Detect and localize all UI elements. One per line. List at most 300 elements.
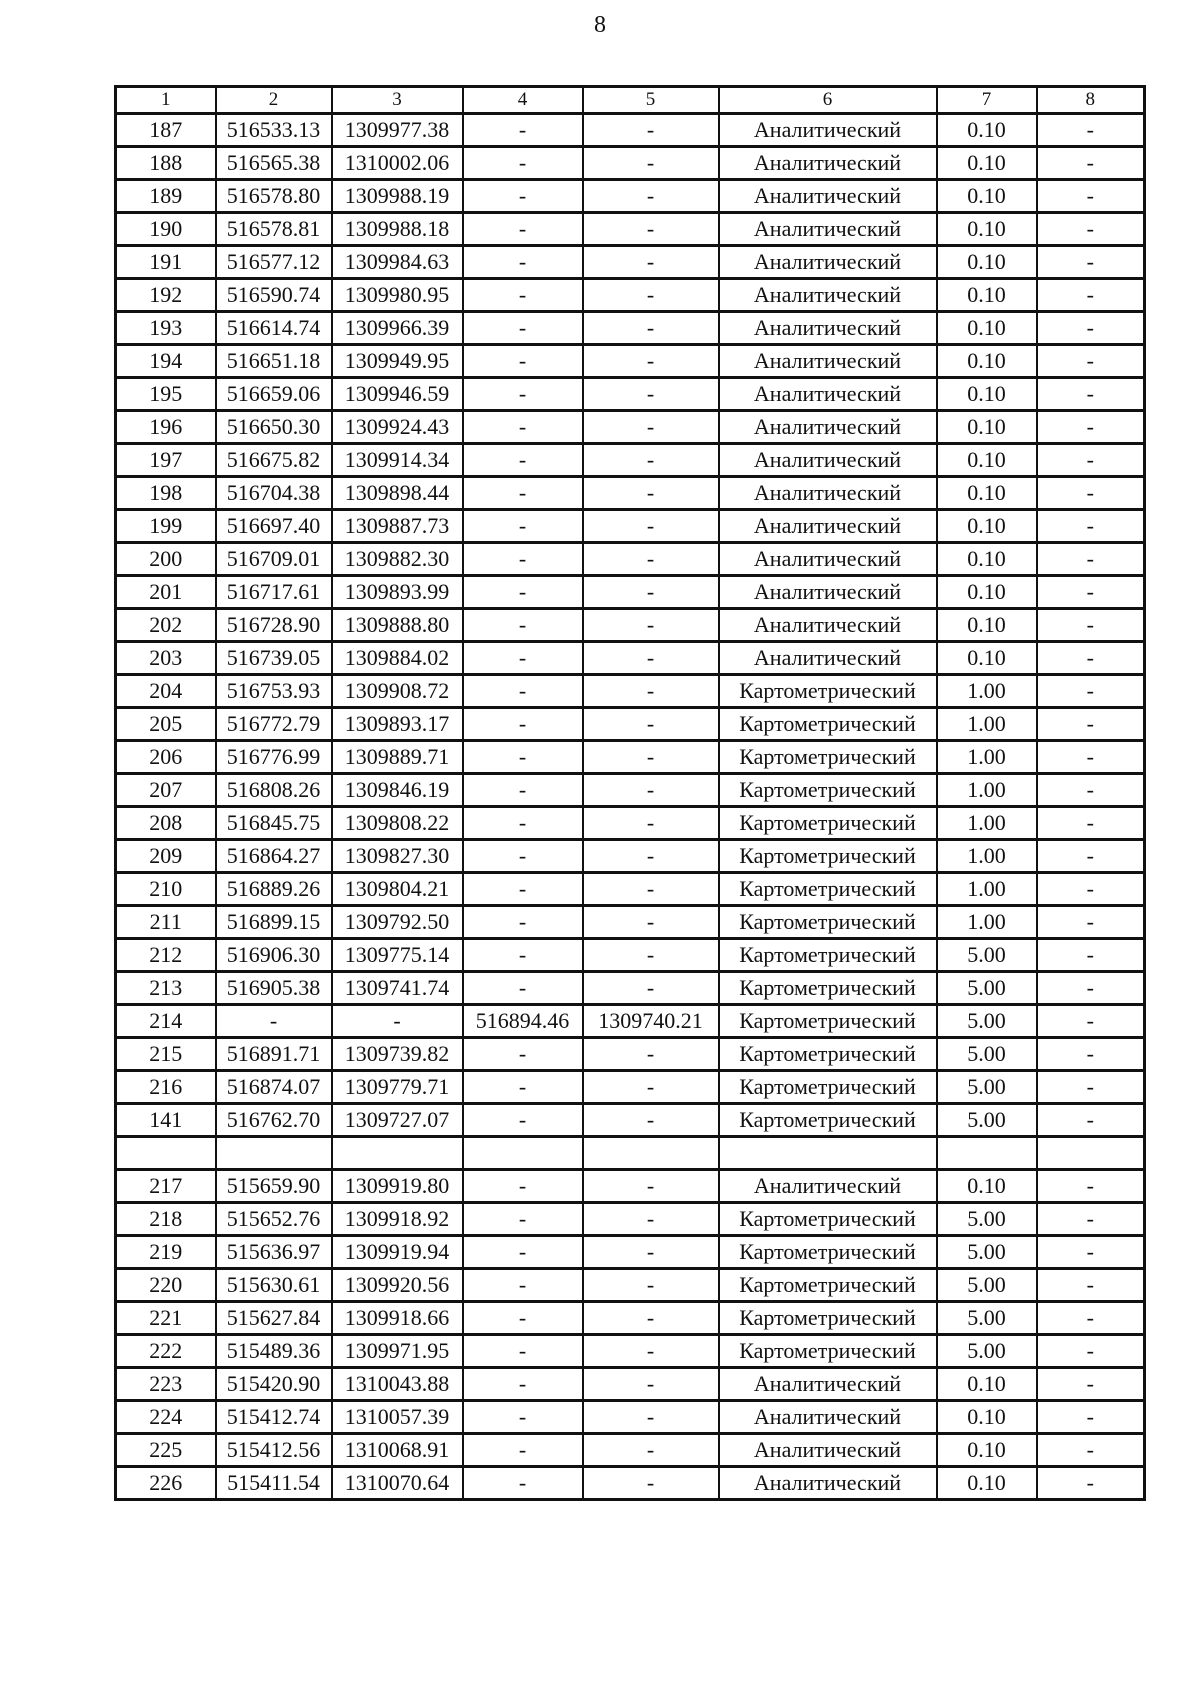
cell-method: Картометрический — [719, 873, 937, 906]
cell-x-coordinate-alt: - — [463, 972, 583, 1005]
column-header: 6 — [719, 87, 937, 114]
cell-note: - — [1037, 378, 1145, 411]
cell-x-coordinate-alt: - — [463, 840, 583, 873]
table-row — [116, 840, 1145, 873]
cell-point-number: 204 — [116, 675, 216, 708]
cell-note: - — [1037, 444, 1145, 477]
cell-point-number: 189 — [116, 180, 216, 213]
cell-note: - — [1037, 939, 1145, 972]
cell-y-coordinate: 1309888.80 — [332, 609, 463, 642]
cell-y-coordinate-alt: - — [583, 1071, 719, 1104]
cell-method: Картометрический — [719, 840, 937, 873]
table-row — [116, 906, 1145, 939]
table-row — [116, 1368, 1145, 1401]
cell-x-coordinate-alt: - — [463, 444, 583, 477]
cell-note — [1037, 1137, 1145, 1170]
cell-point-number: 191 — [116, 246, 216, 279]
cell-accuracy: 0.10 — [937, 1368, 1037, 1401]
cell-y-coordinate-alt: - — [583, 477, 719, 510]
cell-accuracy: 0.10 — [937, 576, 1037, 609]
cell-note: - — [1037, 873, 1145, 906]
cell-method: Картометрический — [719, 1005, 937, 1038]
coordinates-table — [114, 85, 1146, 1501]
cell-x-coordinate-alt: - — [463, 1434, 583, 1467]
column-header: 2 — [216, 87, 332, 114]
cell-note: - — [1037, 147, 1145, 180]
cell-accuracy: 0.10 — [937, 1170, 1037, 1203]
cell-point-number: 222 — [116, 1335, 216, 1368]
cell-y-coordinate-alt: - — [583, 642, 719, 675]
table-row — [116, 477, 1145, 510]
cell-y-coordinate-alt: - — [583, 411, 719, 444]
cell-method: Аналитический — [719, 246, 937, 279]
cell-method — [719, 1137, 937, 1170]
cell-point-number: 192 — [116, 279, 216, 312]
cell-y-coordinate-alt: - — [583, 1467, 719, 1500]
table-row — [116, 642, 1145, 675]
cell-note: - — [1037, 279, 1145, 312]
table-row — [116, 1038, 1145, 1071]
cell-accuracy: 0.10 — [937, 246, 1037, 279]
cell-point-number: 203 — [116, 642, 216, 675]
column-header: 3 — [332, 87, 463, 114]
cell-note: - — [1037, 642, 1145, 675]
cell-y-coordinate: 1309971.95 — [332, 1335, 463, 1368]
cell-point-number: 218 — [116, 1203, 216, 1236]
cell-y-coordinate-alt: - — [583, 1038, 719, 1071]
table-row — [116, 510, 1145, 543]
cell-point-number: 211 — [116, 906, 216, 939]
cell-accuracy: 0.10 — [937, 345, 1037, 378]
cell-method: Картометрический — [719, 741, 937, 774]
cell-accuracy: 1.00 — [937, 741, 1037, 774]
cell-accuracy: 0.10 — [937, 411, 1037, 444]
cell-x-coordinate: 516772.79 — [216, 708, 332, 741]
cell-note: - — [1037, 1071, 1145, 1104]
cell-y-coordinate: 1310057.39 — [332, 1401, 463, 1434]
table-row — [116, 609, 1145, 642]
cell-note: - — [1037, 345, 1145, 378]
cell-y-coordinate-alt: - — [583, 708, 719, 741]
cell-x-coordinate-alt: - — [463, 510, 583, 543]
cell-x-coordinate-alt: - — [463, 1038, 583, 1071]
cell-note: - — [1037, 543, 1145, 576]
cell-method: Картометрический — [719, 1203, 937, 1236]
cell-x-coordinate: 516906.30 — [216, 939, 332, 972]
cell-accuracy: 0.10 — [937, 147, 1037, 180]
cell-x-coordinate: 516728.90 — [216, 609, 332, 642]
cell-x-coordinate: 516874.07 — [216, 1071, 332, 1104]
cell-y-coordinate: 1310002.06 — [332, 147, 463, 180]
cell-y-coordinate-alt: - — [583, 840, 719, 873]
table-row — [116, 1269, 1145, 1302]
cell-note: - — [1037, 1302, 1145, 1335]
table-row — [116, 873, 1145, 906]
cell-point-number: 226 — [116, 1467, 216, 1500]
cell-x-coordinate: 516776.99 — [216, 741, 332, 774]
cell-method: Аналитический — [719, 1401, 937, 1434]
table-row — [116, 246, 1145, 279]
cell-method: Картометрический — [719, 708, 937, 741]
cell-method: Картометрический — [719, 972, 937, 1005]
cell-y-coordinate: 1309884.02 — [332, 642, 463, 675]
cell-point-number: 195 — [116, 378, 216, 411]
cell-x-coordinate-alt: - — [463, 1269, 583, 1302]
table-row — [116, 741, 1145, 774]
cell-y-coordinate-alt: - — [583, 741, 719, 774]
cell-accuracy: 0.10 — [937, 543, 1037, 576]
cell-x-coordinate-alt: - — [463, 807, 583, 840]
table-row — [116, 114, 1145, 147]
cell-point-number: 188 — [116, 147, 216, 180]
cell-method: Картометрический — [719, 1335, 937, 1368]
cell-x-coordinate-alt: 516894.46 — [463, 1005, 583, 1038]
cell-note: - — [1037, 312, 1145, 345]
cell-y-coordinate-alt: - — [583, 1335, 719, 1368]
cell-method: Картометрический — [719, 1104, 937, 1137]
cell-x-coordinate: 516565.38 — [216, 147, 332, 180]
cell-method: Аналитический — [719, 279, 937, 312]
cell-point-number: 206 — [116, 741, 216, 774]
cell-x-coordinate: - — [216, 1005, 332, 1038]
cell-note: - — [1037, 774, 1145, 807]
cell-x-coordinate-alt: - — [463, 1335, 583, 1368]
cell-point-number: 190 — [116, 213, 216, 246]
table-row — [116, 1401, 1145, 1434]
table-row — [116, 576, 1145, 609]
cell-x-coordinate-alt: - — [463, 741, 583, 774]
cell-point-number: 210 — [116, 873, 216, 906]
table-row — [116, 312, 1145, 345]
cell-method: Аналитический — [719, 213, 937, 246]
table-row — [116, 1467, 1145, 1500]
cell-note: - — [1037, 741, 1145, 774]
cell-method: Аналитический — [719, 1368, 937, 1401]
cell-x-coordinate-alt: - — [463, 1203, 583, 1236]
cell-y-coordinate: 1309977.38 — [332, 114, 463, 147]
cell-x-coordinate: 515412.74 — [216, 1401, 332, 1434]
cell-x-coordinate-alt: - — [463, 1170, 583, 1203]
cell-point-number: 216 — [116, 1071, 216, 1104]
cell-method: Аналитический — [719, 114, 937, 147]
table-row — [116, 807, 1145, 840]
column-header: 5 — [583, 87, 719, 114]
table-row — [116, 345, 1145, 378]
cell-accuracy: 5.00 — [937, 1269, 1037, 1302]
cell-y-coordinate: 1309966.39 — [332, 312, 463, 345]
cell-note: - — [1037, 576, 1145, 609]
cell-note: - — [1037, 213, 1145, 246]
cell-accuracy: 0.10 — [937, 114, 1037, 147]
cell-method: Аналитический — [719, 180, 937, 213]
cell-method: Аналитический — [719, 444, 937, 477]
table-row — [116, 1302, 1145, 1335]
table-row — [116, 939, 1145, 972]
cell-y-coordinate: 1309792.50 — [332, 906, 463, 939]
cell-x-coordinate: 516659.06 — [216, 378, 332, 411]
cell-note: - — [1037, 807, 1145, 840]
cell-accuracy: 0.10 — [937, 609, 1037, 642]
page-number: 8 — [594, 12, 606, 38]
table-row — [116, 972, 1145, 1005]
cell-y-coordinate-alt: - — [583, 279, 719, 312]
table-row — [116, 1335, 1145, 1368]
cell-method: Аналитический — [719, 378, 937, 411]
cell-point-number: 207 — [116, 774, 216, 807]
cell-accuracy: 5.00 — [937, 1302, 1037, 1335]
cell-y-coordinate: 1309919.94 — [332, 1236, 463, 1269]
cell-point-number: 224 — [116, 1401, 216, 1434]
cell-y-coordinate: - — [332, 1005, 463, 1038]
cell-y-coordinate-alt: - — [583, 1236, 719, 1269]
cell-point-number: 205 — [116, 708, 216, 741]
cell-y-coordinate-alt: - — [583, 774, 719, 807]
table-row — [116, 213, 1145, 246]
cell-y-coordinate-alt: - — [583, 312, 719, 345]
cell-method: Картометрический — [719, 1236, 937, 1269]
cell-accuracy: 5.00 — [937, 1071, 1037, 1104]
cell-y-coordinate-alt: - — [583, 1401, 719, 1434]
cell-y-coordinate-alt: - — [583, 378, 719, 411]
cell-x-coordinate: 515420.90 — [216, 1368, 332, 1401]
cell-point-number: 199 — [116, 510, 216, 543]
cell-note: - — [1037, 972, 1145, 1005]
cell-x-coordinate: 516889.26 — [216, 873, 332, 906]
cell-x-coordinate: 516864.27 — [216, 840, 332, 873]
cell-y-coordinate: 1309727.07 — [332, 1104, 463, 1137]
cell-point-number: 215 — [116, 1038, 216, 1071]
cell-note: - — [1037, 609, 1145, 642]
cell-note: - — [1037, 510, 1145, 543]
cell-x-coordinate: 516578.81 — [216, 213, 332, 246]
cell-x-coordinate-alt: - — [463, 1467, 583, 1500]
cell-x-coordinate: 516808.26 — [216, 774, 332, 807]
table-row — [116, 1071, 1145, 1104]
cell-x-coordinate-alt: - — [463, 1401, 583, 1434]
cell-x-coordinate: 515659.90 — [216, 1170, 332, 1203]
cell-accuracy: 1.00 — [937, 675, 1037, 708]
cell-point-number: 201 — [116, 576, 216, 609]
cell-note: - — [1037, 1005, 1145, 1038]
cell-y-coordinate: 1309808.22 — [332, 807, 463, 840]
cell-y-coordinate: 1310068.91 — [332, 1434, 463, 1467]
cell-y-coordinate: 1309920.56 — [332, 1269, 463, 1302]
cell-x-coordinate-alt: - — [463, 477, 583, 510]
cell-x-coordinate-alt: - — [463, 939, 583, 972]
cell-y-coordinate-alt: - — [583, 675, 719, 708]
cell-y-coordinate: 1309741.74 — [332, 972, 463, 1005]
cell-y-coordinate: 1309846.19 — [332, 774, 463, 807]
cell-y-coordinate-alt: - — [583, 180, 719, 213]
cell-y-coordinate-alt: - — [583, 147, 719, 180]
cell-x-coordinate: 516905.38 — [216, 972, 332, 1005]
cell-x-coordinate: 516891.71 — [216, 1038, 332, 1071]
table-row — [116, 1434, 1145, 1467]
cell-x-coordinate-alt: - — [463, 774, 583, 807]
cell-accuracy: 5.00 — [937, 939, 1037, 972]
cell-y-coordinate: 1309908.72 — [332, 675, 463, 708]
cell-note: - — [1037, 1038, 1145, 1071]
cell-point-number: 212 — [116, 939, 216, 972]
cell-note: - — [1037, 840, 1145, 873]
cell-method: Аналитический — [719, 312, 937, 345]
cell-x-coordinate: 516697.40 — [216, 510, 332, 543]
column-header: 7 — [937, 87, 1037, 114]
cell-point-number: 196 — [116, 411, 216, 444]
cell-y-coordinate-alt: - — [583, 1368, 719, 1401]
cell-point-number: 194 — [116, 345, 216, 378]
cell-note: - — [1037, 1170, 1145, 1203]
cell-point-number: 200 — [116, 543, 216, 576]
cell-x-coordinate: 515627.84 — [216, 1302, 332, 1335]
cell-y-coordinate: 1309914.34 — [332, 444, 463, 477]
cell-point-number: 209 — [116, 840, 216, 873]
cell-y-coordinate: 1309882.30 — [332, 543, 463, 576]
cell-x-coordinate-alt: - — [463, 180, 583, 213]
cell-accuracy: 1.00 — [937, 708, 1037, 741]
column-header: 8 — [1037, 87, 1145, 114]
cell-note: - — [1037, 906, 1145, 939]
cell-method: Картометрический — [719, 1038, 937, 1071]
cell-method: Картометрический — [719, 1071, 937, 1104]
cell-point-number: 223 — [116, 1368, 216, 1401]
cell-method: Картометрический — [719, 675, 937, 708]
cell-x-coordinate: 516739.05 — [216, 642, 332, 675]
table-row — [116, 444, 1145, 477]
cell-y-coordinate: 1309775.14 — [332, 939, 463, 972]
cell-method: Аналитический — [719, 1170, 937, 1203]
cell-y-coordinate: 1309919.80 — [332, 1170, 463, 1203]
cell-x-coordinate: 515412.56 — [216, 1434, 332, 1467]
cell-x-coordinate: 515630.61 — [216, 1269, 332, 1302]
cell-y-coordinate-alt: - — [583, 906, 719, 939]
cell-method: Картометрический — [719, 1269, 937, 1302]
cell-x-coordinate-alt: - — [463, 279, 583, 312]
cell-note: - — [1037, 675, 1145, 708]
cell-y-coordinate-alt: - — [583, 609, 719, 642]
cell-y-coordinate: 1309889.71 — [332, 741, 463, 774]
cell-note: - — [1037, 1467, 1145, 1500]
cell-x-coordinate: 515652.76 — [216, 1203, 332, 1236]
cell-y-coordinate: 1310070.64 — [332, 1467, 463, 1500]
cell-x-coordinate: 516590.74 — [216, 279, 332, 312]
cell-point-number: 197 — [116, 444, 216, 477]
cell-y-coordinate-alt: - — [583, 1203, 719, 1236]
cell-accuracy: 0.10 — [937, 180, 1037, 213]
cell-method: Картометрический — [719, 774, 937, 807]
cell-y-coordinate-alt: - — [583, 1104, 719, 1137]
cell-y-coordinate-alt: - — [583, 1434, 719, 1467]
cell-x-coordinate-alt: - — [463, 1236, 583, 1269]
cell-method: Аналитический — [719, 1467, 937, 1500]
cell-method: Картометрический — [719, 939, 937, 972]
cell-x-coordinate: 516753.93 — [216, 675, 332, 708]
column-header: 1 — [116, 87, 216, 114]
cell-y-coordinate — [332, 1137, 463, 1170]
table-row — [116, 1137, 1145, 1170]
cell-accuracy: 0.10 — [937, 510, 1037, 543]
cell-x-coordinate: 516533.13 — [216, 114, 332, 147]
cell-x-coordinate-alt: - — [463, 906, 583, 939]
cell-point-number: 198 — [116, 477, 216, 510]
cell-accuracy: 0.10 — [937, 642, 1037, 675]
cell-y-coordinate: 1309988.18 — [332, 213, 463, 246]
cell-x-coordinate-alt: - — [463, 642, 583, 675]
cell-x-coordinate: 516577.12 — [216, 246, 332, 279]
cell-x-coordinate-alt — [463, 1137, 583, 1170]
cell-y-coordinate-alt: - — [583, 510, 719, 543]
cell-method: Аналитический — [719, 576, 937, 609]
cell-point-number: 141 — [116, 1104, 216, 1137]
table-row — [116, 1236, 1145, 1269]
table-row — [116, 774, 1145, 807]
cell-x-coordinate-alt: - — [463, 1368, 583, 1401]
cell-x-coordinate-alt: - — [463, 411, 583, 444]
cell-y-coordinate-alt: - — [583, 972, 719, 1005]
cell-y-coordinate-alt: - — [583, 543, 719, 576]
cell-x-coordinate-alt: - — [463, 1302, 583, 1335]
cell-accuracy: 1.00 — [937, 774, 1037, 807]
table-header — [116, 87, 1145, 114]
cell-method: Аналитический — [719, 147, 937, 180]
cell-y-coordinate-alt: - — [583, 114, 719, 147]
cell-accuracy: 1.00 — [937, 873, 1037, 906]
cell-accuracy: 0.10 — [937, 1434, 1037, 1467]
cell-method: Аналитический — [719, 609, 937, 642]
cell-accuracy: 0.10 — [937, 279, 1037, 312]
cell-note: - — [1037, 1401, 1145, 1434]
cell-x-coordinate: 516651.18 — [216, 345, 332, 378]
cell-x-coordinate-alt: - — [463, 1071, 583, 1104]
cell-accuracy: 0.10 — [937, 312, 1037, 345]
cell-accuracy: 1.00 — [937, 807, 1037, 840]
cell-method: Аналитический — [719, 543, 937, 576]
cell-method: Аналитический — [719, 510, 937, 543]
cell-x-coordinate: 516675.82 — [216, 444, 332, 477]
cell-method: Аналитический — [719, 477, 937, 510]
cell-x-coordinate: 515411.54 — [216, 1467, 332, 1500]
cell-y-coordinate-alt: - — [583, 213, 719, 246]
cell-method: Картометрический — [719, 1302, 937, 1335]
table-row — [116, 1104, 1145, 1137]
cell-accuracy: 1.00 — [937, 840, 1037, 873]
cell-y-coordinate-alt: - — [583, 807, 719, 840]
cell-x-coordinate: 515636.97 — [216, 1236, 332, 1269]
cell-y-coordinate: 1309918.92 — [332, 1203, 463, 1236]
cell-accuracy: 5.00 — [937, 1335, 1037, 1368]
cell-x-coordinate-alt: - — [463, 873, 583, 906]
cell-y-coordinate-alt: - — [583, 345, 719, 378]
cell-method: Аналитический — [719, 642, 937, 675]
cell-accuracy: 5.00 — [937, 1236, 1037, 1269]
cell-x-coordinate — [216, 1137, 332, 1170]
cell-x-coordinate-alt: - — [463, 312, 583, 345]
cell-y-coordinate-alt: - — [583, 873, 719, 906]
cell-y-coordinate: 1309918.66 — [332, 1302, 463, 1335]
cell-note: - — [1037, 708, 1145, 741]
cell-point-number: 193 — [116, 312, 216, 345]
cell-y-coordinate: 1309898.44 — [332, 477, 463, 510]
table-row — [116, 279, 1145, 312]
cell-y-coordinate: 1309946.59 — [332, 378, 463, 411]
cell-y-coordinate: 1309949.95 — [332, 345, 463, 378]
cell-x-coordinate-alt: - — [463, 708, 583, 741]
cell-method: Картометрический — [719, 906, 937, 939]
cell-y-coordinate: 1309924.43 — [332, 411, 463, 444]
cell-accuracy: 0.10 — [937, 378, 1037, 411]
cell-accuracy: 5.00 — [937, 1038, 1037, 1071]
cell-note: - — [1037, 114, 1145, 147]
